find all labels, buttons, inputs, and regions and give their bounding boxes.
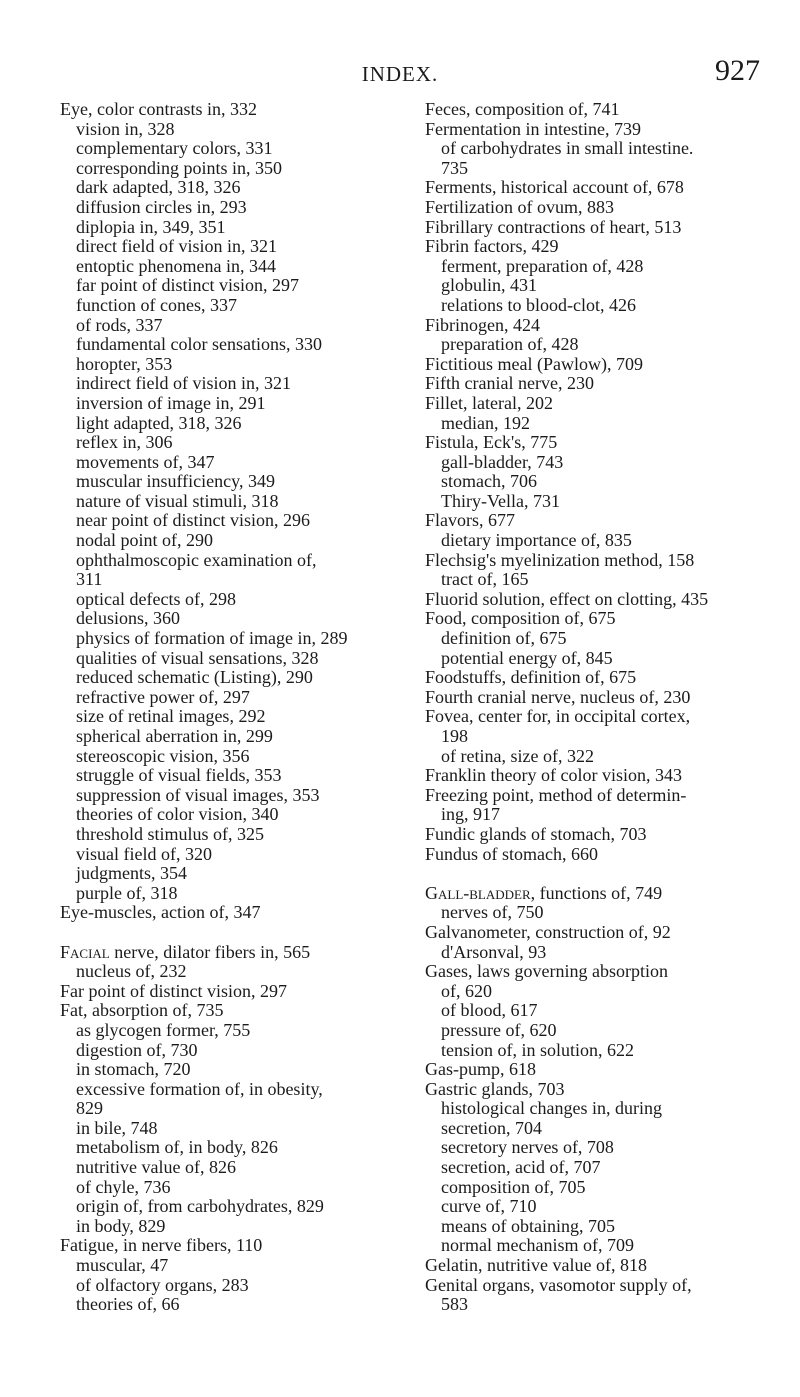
- section-initial-word: Gall-bladder: [425, 882, 531, 903]
- index-subentry: direct field of vision in, 321: [76, 236, 277, 257]
- index-subentry: entoptic phenomena in, 344: [76, 255, 276, 276]
- index-subentry: metabolism of, in body, 826: [76, 1137, 278, 1158]
- index-subentry: pressure of, 620: [441, 1019, 557, 1040]
- index-subentry: origin of, from carbohydrates, 829: [76, 1196, 324, 1217]
- index-entry: Foodstuffs, definition of, 675: [425, 667, 637, 688]
- index-subentry: far point of distinct vision, 297: [76, 275, 299, 296]
- index-subentry: complementary colors, 331: [76, 138, 273, 159]
- index-entry: Eye, color contrasts in, 332: [60, 99, 257, 119]
- index-subentry: dietary importance of, 835: [441, 530, 632, 551]
- index-entry: Fundic glands of stomach, 703: [425, 823, 647, 844]
- index-subentry: in body, 829: [76, 1215, 166, 1236]
- index-subentry: as glycogen former, 755: [76, 1019, 251, 1040]
- index-entry: Fat, absorption of, 735: [60, 1000, 224, 1021]
- entry-rest: nerve, dilator fibers in, 565: [109, 941, 311, 962]
- index-entry: Fertilization of ovum, 883: [425, 196, 614, 217]
- index-subentry: reduced schematic (Listing), 290: [76, 667, 313, 688]
- index-subentry: nerves of, 750: [441, 902, 544, 923]
- index-subentry: median, 192: [441, 412, 530, 433]
- index-entry: Fovea, center for, in occipital cortex,: [425, 706, 691, 727]
- index-subentry: nature of visual stimuli, 318: [76, 490, 279, 511]
- index-entry: Ferments, historical account of, 678: [425, 177, 684, 198]
- index-subentry: purple of, 318: [76, 882, 178, 903]
- index-entry: Fistula, Eck's, 775: [425, 432, 558, 453]
- index-entry: Fibrillary contractions of heart, 513: [425, 216, 682, 237]
- index-subentry: of retina, size of, 322: [441, 745, 594, 766]
- index-subentry: of, 620: [441, 980, 492, 1001]
- index-entry: Gases, laws governing absorption: [425, 961, 668, 982]
- index-subentry: delusions, 360: [76, 608, 181, 629]
- index-subentry: muscular, 47: [76, 1255, 169, 1276]
- index-subentry: nucleus of, 232: [76, 961, 187, 982]
- index-subentry: globulin, 431: [441, 275, 538, 296]
- index-subentry: 198: [441, 726, 468, 746]
- index-subentry: d'Arsonval, 93: [441, 941, 547, 962]
- index-subentry: theories of color vision, 340: [76, 804, 279, 825]
- index-subentry: of blood, 617: [441, 1000, 538, 1021]
- index-subentry: in bile, 748: [76, 1117, 158, 1138]
- index-subentry: function of cones, 337: [76, 294, 237, 315]
- index-entry: Genital organs, vasomotor supply of,: [425, 1274, 692, 1295]
- section-gap: [60, 923, 400, 943]
- entry-rest: , functions of, 749: [530, 882, 663, 903]
- index-subentry: tension of, in solution, 622: [441, 1039, 634, 1060]
- index-subentry: dark adapted, 318, 326: [76, 177, 241, 198]
- index-subentry: 311: [76, 569, 103, 590]
- index-subentry: digestion of, 730: [76, 1039, 198, 1060]
- index-subentry: qualities of visual sensations, 328: [76, 647, 319, 668]
- index-subentry: refractive power of, 297: [76, 686, 250, 707]
- index-entry: Fourth cranial nerve, nucleus of, 230: [425, 686, 691, 707]
- index-subentry: nutritive value of, 826: [76, 1157, 236, 1178]
- index-subentry: judgments, 354: [76, 863, 187, 884]
- index-subentry: stereoscopic vision, 356: [76, 745, 250, 766]
- index-subentry: near point of distinct vision, 296: [76, 510, 310, 531]
- index-subentry: optical defects of, 298: [76, 588, 236, 609]
- index-subentry: theories of, 66: [76, 1294, 180, 1315]
- index-subentry: Thiry-Vella, 731: [441, 490, 560, 511]
- index-entry: Feces, composition of, 741: [425, 99, 620, 119]
- index-subentry: stomach, 706: [441, 471, 537, 492]
- index-entry: Fibrinogen, 424: [425, 314, 540, 335]
- index-entry: Gelatin, nutritive value of, 818: [425, 1255, 647, 1276]
- section-initial-word: Facial: [60, 941, 110, 962]
- index-entry: Eye-muscles, action of, 347: [60, 902, 261, 923]
- page-number: 927: [715, 54, 760, 87]
- index-entry: Fermentation in intestine, 739: [425, 118, 641, 139]
- index-entry: Gastric glands, 703: [425, 1078, 565, 1099]
- index-entry: [425, 884, 767, 904]
- index-entry: Fictitious meal (Pawlow), 709: [425, 353, 643, 374]
- index-subentry: of rods, 337: [76, 314, 163, 335]
- index-subentry: composition of, 705: [441, 1176, 586, 1197]
- index-subentry: diplopia in, 349, 351: [76, 216, 226, 237]
- index-column-left: [60, 100, 400, 1315]
- index-entry: Freezing point, method of determin-: [425, 784, 687, 805]
- index-subentry: muscular insufficiency, 349: [76, 471, 275, 492]
- index-subentry: preparation of, 428: [441, 334, 579, 355]
- index-subentry: relations to blood-clot, 426: [441, 294, 636, 315]
- index-subentry: spherical aberration in, 299: [76, 726, 273, 746]
- index-entry: Franklin theory of color vision, 343: [425, 765, 682, 786]
- index-subentry: nodal point of, 290: [76, 530, 213, 551]
- index-subentry: physics of formation of image in, 289: [76, 628, 348, 649]
- index-subentry: potential energy of, 845: [441, 647, 613, 668]
- index-subentry: of olfactory organs, 283: [76, 1274, 249, 1295]
- index-subentry: indirect field of vision in, 321: [76, 373, 291, 394]
- index-subentry: excessive formation of, in obesity,: [76, 1078, 323, 1099]
- index-entry: Food, composition of, 675: [425, 608, 616, 629]
- index-entry: Fibrin factors, 429: [425, 236, 559, 257]
- page-header: [0, 54, 800, 90]
- index-subentry: means of obtaining, 705: [441, 1215, 615, 1236]
- index-subentry: horopter, 353: [76, 353, 173, 374]
- index-subentry: ophthalmoscopic examination of,: [76, 549, 317, 570]
- index-subentry: struggle of visual fields, 353: [76, 765, 282, 786]
- index-subentry: size of retinal images, 292: [76, 706, 266, 727]
- index-subentry: 583: [441, 1294, 468, 1315]
- index-subentry: inversion of image in, 291: [76, 392, 266, 413]
- index-subentry: definition of, 675: [441, 628, 567, 649]
- index-subentry: normal mechanism of, 709: [441, 1235, 634, 1256]
- index-subentry: gall-bladder, 743: [441, 451, 564, 472]
- index-subentry: 735: [441, 157, 468, 178]
- index-entry: Flechsig's myelinization method, 158: [425, 549, 695, 570]
- index-entry: Gas-pump, 618: [425, 1059, 536, 1080]
- index-subentry: suppression of visual images, 353: [76, 784, 320, 805]
- index-subentry: fundamental color sensations, 330: [76, 334, 322, 355]
- index-column-right: [425, 100, 767, 1315]
- index-subentry: reflex in, 306: [76, 432, 173, 453]
- index-entry: Fillet, lateral, 202: [425, 392, 553, 413]
- index-entry: Galvanometer, construction of, 92: [425, 921, 671, 942]
- index-subentry: diffusion circles in, 293: [76, 196, 247, 217]
- index-entry: Fundus of stomach, 660: [425, 843, 598, 864]
- index-subentry: of carbohydrates in small intestine.: [441, 138, 694, 159]
- index-subentry: tract of, 165: [441, 569, 529, 590]
- index-subentry: visual field of, 320: [76, 843, 212, 864]
- index-subentry: light adapted, 318, 326: [76, 412, 242, 433]
- index-subentry: 829: [76, 1098, 103, 1119]
- section-gap: [425, 864, 767, 884]
- index-entry: Fifth cranial nerve, 230: [425, 373, 594, 394]
- running-head: INDEX.: [361, 62, 439, 86]
- index-subentry: of chyle, 736: [76, 1176, 171, 1197]
- index-entry: Fluorid solution, effect on clotting, 435: [425, 588, 709, 609]
- index-subentry: histological changes in, during: [441, 1098, 662, 1119]
- index-entry: Flavors, 677: [425, 510, 515, 531]
- index-entry: Far point of distinct vision, 297: [60, 980, 287, 1001]
- index-subentry: in stomach, 720: [76, 1059, 191, 1080]
- index-subentry: secretory nerves of, 708: [441, 1137, 614, 1158]
- index-subentry: vision in, 328: [76, 118, 175, 139]
- index-subentry: corresponding points in, 350: [76, 157, 282, 178]
- index-subentry: curve of, 710: [441, 1196, 537, 1217]
- index-subentry: secretion, 704: [441, 1117, 542, 1138]
- index-entry: [60, 943, 400, 963]
- index-subentry: secretion, acid of, 707: [441, 1157, 601, 1178]
- index-subentry: ing, 917: [441, 804, 501, 825]
- index-subentry: movements of, 347: [76, 451, 215, 472]
- index-subentry: threshold stimulus of, 325: [76, 823, 264, 844]
- index-subentry: ferment, preparation of, 428: [441, 255, 644, 276]
- index-entry: Fatigue, in nerve fibers, 110: [60, 1235, 263, 1256]
